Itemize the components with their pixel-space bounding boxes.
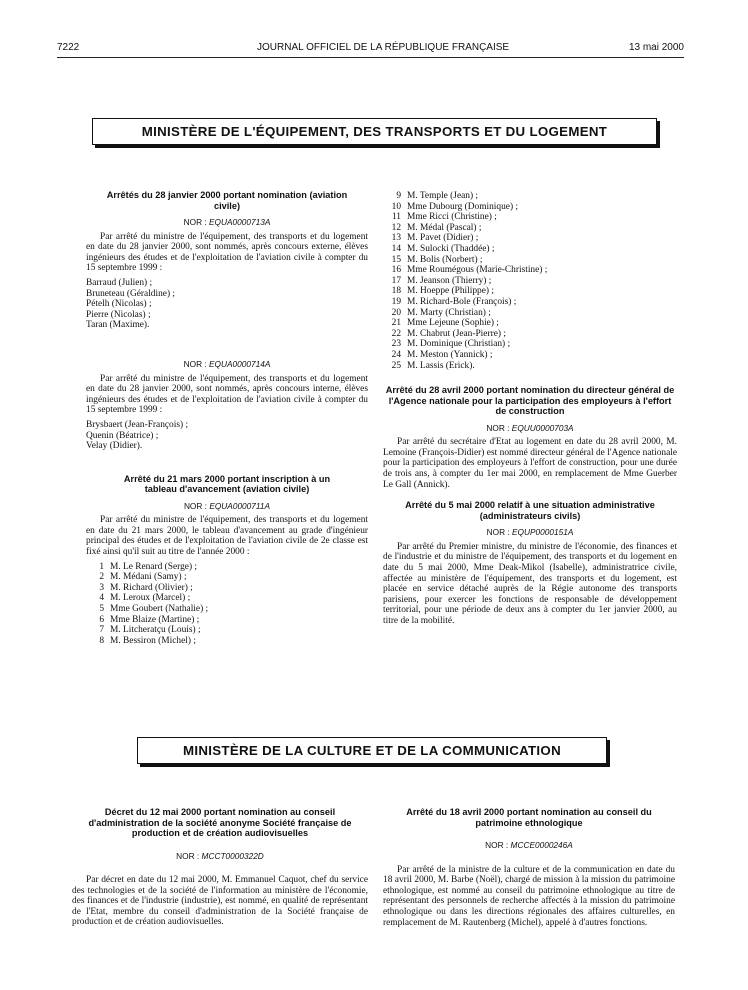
article-title: Arrêtés du 28 janvier 2000 portant nomination (aviation civile) <box>106 190 348 211</box>
list-item <box>383 318 677 329</box>
article-title: Arrêté du 28 avril 2000 portant nomination du directeur général de l'Agence nationale pour la participation des employeurs à l'effort de construction <box>385 385 675 417</box>
rank-name: M. Médal (Pascal) ; <box>407 222 482 233</box>
nor-reference <box>383 423 677 434</box>
nor-code: EQUA0000714A <box>209 358 271 369</box>
nor-label: NOR : <box>183 358 207 369</box>
nor-reference <box>86 359 368 370</box>
rank-number: 24 <box>391 349 401 360</box>
nor-code: MCCT0000322D <box>201 850 264 861</box>
article-title: Décret du 12 mai 2000 portant nomination au conseil d'administration de la société anonyme Société française de production et de création audiovisuelles <box>88 807 352 838</box>
list-item <box>383 329 677 340</box>
rank-number: 15 <box>391 254 401 265</box>
rank-number: 3 <box>99 582 104 593</box>
nor-code: EQUA0000711A <box>209 500 271 511</box>
nor-label: NOR : <box>485 840 509 850</box>
rank-name: M. Leroux (Marcel) ; <box>110 593 191 604</box>
page-number: 7222 <box>57 42 80 53</box>
ranked-list <box>86 562 368 647</box>
article-paragraph: Par arrêté du ministre de l'équipement, des transports et du logement en date du 28 janvier 2000, sont nommés, après concours externe, élèves ingénieurs des études et de l'exploitation de l'aviation civile à compter du 15 septembre 1999 : <box>86 231 368 274</box>
list-item <box>383 276 677 287</box>
nor-code: EQUA0000713A <box>209 217 271 227</box>
rank-name: M. Marty (Christian) ; <box>407 307 491 318</box>
rank-number: 25 <box>391 360 401 371</box>
ministry-heading-text: MINISTÈRE DE LA CULTURE ET DE LA COMMUNICATION <box>183 743 561 758</box>
left-column-1 <box>86 190 368 646</box>
list-item <box>86 615 368 626</box>
article-paragraph: Par arrêté du ministre de l'équipement, des transports et du logement en date du 28 janvier 2000, sont nommés, après concours interne, élèves ingénieurs des études et de l'exploitation de l'aviation civile à compter du 15 septembre 1999 : <box>86 373 368 416</box>
rank-number: 14 <box>391 243 401 254</box>
rank-number: 8 <box>99 635 104 646</box>
rank-number: 21 <box>391 318 401 329</box>
list-item <box>86 593 368 604</box>
list-item <box>383 286 677 297</box>
list-item <box>86 562 368 573</box>
rank-name: Mme Roumégous (Marie-Christine) ; <box>407 265 548 276</box>
rank-name: M. Richard-Bole (François) ; <box>407 296 517 307</box>
rank-number: 13 <box>391 233 401 244</box>
rank-name: M. Lassis (Erick). <box>407 360 475 371</box>
article-paragraph: Par arrêté du secrétaire d'Etat au logement en date du 28 avril 2000, M. Lemoine (François-Didier) est nommé directeur général de l'Agence nationale pour la participation des employeurs à l'effort de construction, pour une durée de trois ans, à compter du 1er mai 2000, en remplacement de Mme Guerber Le Gall (Annick). <box>383 437 677 490</box>
list-item <box>383 223 677 234</box>
rank-number: 10 <box>391 201 401 212</box>
rank-number: 9 <box>396 191 401 201</box>
rank-name: M. Pavet (Didier) ; <box>407 233 479 244</box>
list-item <box>383 308 677 319</box>
nor-reference <box>72 851 368 862</box>
nor-label: NOR : <box>176 850 200 861</box>
nor-code: MCCE0000246A <box>510 840 573 850</box>
nor-reference <box>383 840 675 851</box>
ministry-heading-culture <box>137 737 607 764</box>
rank-name: M. Litcheratçu (Louis) ; <box>110 625 201 636</box>
rank-name: M. Richard (Olivier) ; <box>110 582 193 593</box>
rank-number: 2 <box>99 572 104 583</box>
rank-number: 6 <box>99 614 104 625</box>
nor-code: EQUP0000151A <box>512 527 574 538</box>
nor-reference <box>86 217 368 228</box>
article-paragraph: Par décret en date du 12 mai 2000, M. Emmanuel Caquot, chef du service des technologies et de la société de l'information au ministère de l'économie, des finances et de l'industrie (industrie), est nommé, en qualité de représentant de l'Etat, membre du conseil d'administration de la Société française de production et de création audiovisuelles. <box>72 875 368 928</box>
rank-number: 23 <box>391 339 401 350</box>
list-item: Taran (Maxime). <box>86 320 150 331</box>
article-paragraph: Par arrêté du ministre de l'équipement, des transports et du logement en date du 21 mars 2000, le tableau d'avancement au grade d'ingénieur principal des études et de l'exploitation de l'aviation civile de 2e classe est fixé ainsi qu'il suit au titre de l'année 2000 : <box>86 515 368 558</box>
list-item <box>86 572 368 583</box>
rank-number: 16 <box>391 265 401 276</box>
name-list <box>86 278 368 331</box>
list-item <box>383 212 677 223</box>
article-paragraph: Par arrêté du Premier ministre, du ministre de l'économie, des finances et de l'industrie et du ministre de l'équipement, des transports et du logement en date du 5 mai 2000, Mme Deak-Mikol (Isabelle), administratrice civile, affectée au ministère de l'équipement, des transports et du logement, est placée en service détaché auprès de la Régie autonome des transports parisiens, pour exercer les fonctions de responsable de développement territorial, pour une période de deux ans à compter du 1er janvier 2000, au titre de la mobilité. <box>383 541 677 626</box>
journal-title: JOURNAL OFFICIEL DE LA RÉPUBLIQUE FRANÇAISE <box>257 42 510 53</box>
article-title: Arrêté du 21 mars 2000 portant inscription à un tableau d'avancement (aviation civile) <box>123 473 331 495</box>
rank-number: 12 <box>391 222 401 233</box>
right-column-2 <box>383 807 675 928</box>
rank-number: 7 <box>99 625 104 636</box>
list-item: Velay (Didier). <box>86 441 143 452</box>
list-item <box>86 636 368 647</box>
ministry-heading-text: MINISTÈRE DE L'ÉQUIPEMENT, DES TRANSPORTS ET DU LOGEMENT <box>141 124 608 139</box>
rank-name: M. Chabrut (Jean-Pierre) ; <box>407 328 506 339</box>
list-item <box>383 265 677 276</box>
rank-number: 1 <box>99 561 104 572</box>
list-item: Pierre (Nicolas) ; <box>86 309 151 320</box>
list-item: Brysbaert (Jean-François) ; <box>86 419 189 430</box>
rank-name: Mme Ricci (Christine) ; <box>407 212 497 223</box>
rank-number: 5 <box>99 604 104 615</box>
rank-name: M. Temple (Jean) ; <box>407 191 479 201</box>
nor-label: NOR : <box>486 527 510 538</box>
rank-name: Mme Goubert (Nathalie) ; <box>110 604 209 615</box>
rank-number: 18 <box>391 286 401 297</box>
rank-number: 22 <box>391 328 401 339</box>
list-item <box>86 625 368 636</box>
article-title: Arrêté du 5 mai 2000 relatif à une situation administrative (administrateurs civils) <box>405 500 655 521</box>
list-item <box>383 202 677 213</box>
article-title: Arrêté du 18 avril 2000 portant nomination au conseil du patrimoine ethnologique <box>406 807 652 828</box>
left-column-2 <box>72 807 368 928</box>
rank-name: Mme Blaize (Martine) ; <box>110 614 200 625</box>
article-paragraph: Par arrêté de la ministre de la culture et de la communication en date du 18 avril 2000, M. Barbe (Noël), chargé de mission à la mission du patrimoine ethnologique, est nommé au conseil du patrimoine ethnologique au titre de représentant des personnels de recherche affectés à la mission du patrimoine ethnologique ou dans les directions régionales des affaires culturelles, en remplacement de M. Rautenberg (Michel), appelé à d'autres fonctions. <box>383 864 675 928</box>
nor-code: EQUU0000703A <box>511 422 574 433</box>
rank-name: Mme Dubourg (Dominique) ; <box>407 201 519 212</box>
right-column-1 <box>383 191 677 627</box>
list-item: Bruneteau (Géraldine) ; <box>86 288 176 299</box>
rank-name: M. Le Renard (Serge) ; <box>110 561 198 572</box>
nor-label: NOR : <box>183 500 207 511</box>
rank-name: M. Hoeppe (Philippe) ; <box>407 286 494 297</box>
rank-name: M. Bessiron (Michel) ; <box>110 635 196 646</box>
name-list <box>86 420 368 452</box>
rank-name: M. Sulocki (Thaddée) ; <box>407 243 495 254</box>
nor-label: NOR : <box>486 422 510 433</box>
running-header <box>57 42 684 56</box>
rank-number: 17 <box>391 275 401 286</box>
rank-number: 11 <box>391 212 401 223</box>
list-item <box>383 255 677 266</box>
list-item: Pételh (Nicolas) ; <box>86 299 152 310</box>
ministry-heading-equipement <box>92 118 657 145</box>
list-item <box>383 233 677 244</box>
list-item <box>383 244 677 255</box>
list-item <box>383 361 677 372</box>
header-rule <box>57 57 684 58</box>
nor-reference <box>86 501 368 512</box>
rank-name: M. Bolis (Norbert) ; <box>407 254 483 265</box>
list-item <box>86 604 368 615</box>
rank-number: 20 <box>391 307 401 318</box>
list-item: Barraud (Julien) ; <box>86 277 153 288</box>
list-item <box>383 191 677 202</box>
list-item <box>383 297 677 308</box>
list-item <box>383 350 677 361</box>
rank-name: Mme Lejeune (Sophie) ; <box>407 318 499 329</box>
issue-date: 13 mai 2000 <box>628 42 684 53</box>
rank-number: 19 <box>391 296 401 307</box>
ranked-list <box>383 191 677 371</box>
rank-name: M. Jeanson (Thierry) ; <box>407 275 492 286</box>
nor-label: NOR : <box>183 217 207 227</box>
list-item <box>383 339 677 350</box>
nor-reference <box>383 527 677 538</box>
list-item <box>86 583 368 594</box>
list-item: Quenin (Béatrice) ; <box>86 430 159 441</box>
rank-name: M. Meston (Yannick) ; <box>407 349 493 360</box>
rank-number: 4 <box>99 593 104 604</box>
rank-name: M. Médani (Samy) ; <box>110 572 187 583</box>
rank-name: M. Dominique (Christian) ; <box>407 339 511 350</box>
